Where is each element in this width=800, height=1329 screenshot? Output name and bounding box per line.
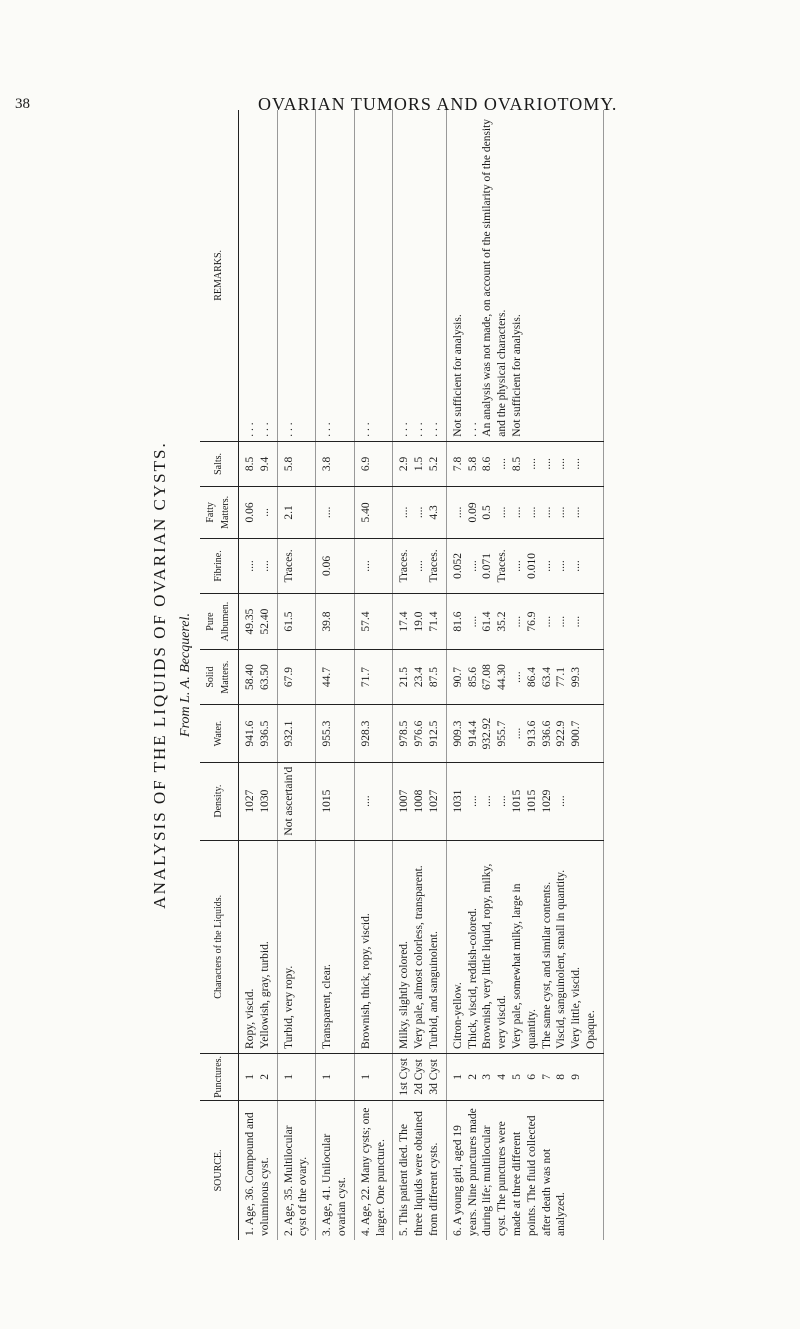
fibrine-cell bbox=[316, 538, 355, 594]
punctures-cell bbox=[354, 1053, 393, 1100]
table-row bbox=[316, 110, 355, 1240]
density-value: .... bbox=[359, 795, 372, 807]
source-text: 4. Age, 22. Many cysts; one larger. One puncture. bbox=[359, 1107, 387, 1236]
characters-value: Thick, viscid, reddish-colored. bbox=[466, 908, 479, 1049]
page-number: 38 bbox=[15, 96, 30, 112]
source-cell bbox=[354, 1100, 393, 1240]
characters-value: Turbid, very ropy. bbox=[282, 965, 295, 1049]
water-value: 932.1 bbox=[282, 720, 295, 747]
fibrine-value: Traces. bbox=[398, 549, 411, 583]
salts-value: 5.8 bbox=[282, 456, 295, 472]
punctures-value: 1 bbox=[244, 1074, 256, 1080]
punctures-cell bbox=[316, 1053, 355, 1100]
header-row bbox=[200, 110, 239, 1240]
salts-cell bbox=[316, 441, 355, 486]
fatty-matters-value: .... bbox=[510, 506, 523, 519]
solid-matters-value: .... bbox=[510, 671, 523, 683]
characters-cell bbox=[393, 840, 446, 1053]
water-value: 909.3 bbox=[451, 720, 464, 747]
albumen-value: 61.4 bbox=[481, 611, 494, 632]
water-value: 914.4 bbox=[466, 720, 479, 747]
water-value: 941.6 bbox=[244, 720, 256, 747]
remarks-value: An analysis was not made, on account of the similarity of the density and the physical characters. bbox=[481, 118, 509, 437]
punctures-value: 7 bbox=[540, 1074, 553, 1080]
remarks-value: . . . bbox=[321, 422, 334, 437]
density-value: 1029 bbox=[540, 789, 553, 813]
characters-value: Viscid, sanguinolent, small in quantity. bbox=[555, 869, 568, 1049]
albumen-value: .... bbox=[510, 615, 523, 628]
albumen-value: 19.0 bbox=[413, 611, 426, 632]
solid-matters-value: 99.3 bbox=[570, 667, 583, 688]
table-row bbox=[277, 110, 316, 1240]
fatty-matters-cell bbox=[354, 487, 393, 539]
salts-value: 1.5 bbox=[413, 456, 426, 472]
fatty-matters-value: .... bbox=[413, 506, 426, 519]
salts-value: 5.2 bbox=[427, 456, 440, 472]
salts-value: 8.5 bbox=[510, 456, 523, 472]
density-value: 1030 bbox=[258, 789, 271, 813]
salts-value: 8.5 bbox=[244, 456, 256, 472]
fibrine-value: 0.010 bbox=[525, 553, 538, 579]
density-value: 1027 bbox=[427, 789, 440, 813]
solid-matters-value: 44.7 bbox=[321, 667, 334, 688]
punctures-value: 3 bbox=[481, 1074, 494, 1080]
salts-cell bbox=[446, 441, 603, 486]
fatty-matters-value: .... bbox=[451, 506, 464, 519]
solid-matters-value: 23.4 bbox=[413, 667, 426, 688]
punctures-value: 3d Cyst bbox=[427, 1059, 440, 1095]
remarks-cell bbox=[316, 110, 355, 441]
water-cell bbox=[316, 705, 355, 762]
characters-value: Very pale, somewhat milky, large in quantity. bbox=[510, 883, 538, 1049]
remarks-value: . . . bbox=[258, 422, 271, 437]
density-cell bbox=[446, 762, 603, 840]
albumen-value: 71.4 bbox=[427, 611, 440, 632]
punctures-cell bbox=[277, 1053, 316, 1100]
rotated-table-region bbox=[142, 110, 752, 1240]
salts-value: .... bbox=[525, 458, 538, 470]
salts-value: 8.6 bbox=[481, 456, 494, 472]
solid-matters-value: 67.9 bbox=[282, 667, 295, 688]
density-value: .... bbox=[466, 795, 479, 807]
running-title: OVARIAN TUMORS AND OVARIOTOMY. bbox=[258, 94, 618, 114]
fibrine-value: .... bbox=[510, 560, 523, 572]
solid-matters-value: 63.4 bbox=[540, 667, 553, 688]
table-title: ANALYSIS OF THE LIQUIDS OF OVARIAN CYSTS. bbox=[150, 441, 169, 909]
characters-value: Milky, slightly colored. bbox=[398, 941, 411, 1049]
salts-value: 7.8 bbox=[451, 456, 464, 472]
albumen-value: 57.4 bbox=[359, 611, 372, 632]
water-value: 978.5 bbox=[398, 720, 411, 747]
solid-matters-value: 63.50 bbox=[258, 664, 271, 691]
water-cell bbox=[239, 705, 278, 762]
source-text: 1. Age, 36. Compound and voluminous cyst. bbox=[244, 1112, 271, 1236]
water-value: 976.6 bbox=[413, 720, 426, 747]
remarks-value: . . . bbox=[427, 422, 440, 437]
characters-value: Ropy, viscid. bbox=[244, 988, 256, 1049]
table-row bbox=[446, 110, 603, 1240]
punctures-value: 8 bbox=[555, 1074, 568, 1080]
punctures-value: 2d Cyst bbox=[413, 1059, 426, 1095]
solid-matters-value: 77.1 bbox=[555, 667, 568, 688]
remarks-value: . . . bbox=[398, 422, 411, 437]
salts-cell bbox=[354, 441, 393, 486]
solid-matters-cell bbox=[446, 649, 603, 704]
albumen-cell bbox=[446, 594, 603, 650]
punctures-value: 2 bbox=[258, 1074, 271, 1080]
solid-matters-value: 86.4 bbox=[525, 667, 538, 688]
punctures-value: 1 bbox=[321, 1074, 334, 1080]
albumen-value: .... bbox=[540, 615, 553, 628]
density-value: 1015 bbox=[525, 789, 538, 813]
water-value: 912.5 bbox=[427, 720, 440, 747]
solid-matters-value: 90.7 bbox=[451, 667, 464, 688]
fatty-matters-value: 4.3 bbox=[427, 505, 440, 520]
table-row bbox=[393, 110, 446, 1240]
solid-matters-value: 71.7 bbox=[359, 667, 372, 688]
solid-matters-cell bbox=[316, 649, 355, 704]
salts-value: 9.4 bbox=[258, 456, 271, 472]
source-text: 6. A young girl, aged 19 years. Nine punctures made during life; multilocular cyst. The punctures were made at three different points. The fluid collected after death was not analyzed. bbox=[451, 1108, 568, 1236]
fibrine-cell bbox=[239, 538, 278, 594]
salts-value: .... bbox=[555, 458, 568, 470]
fatty-matters-cell bbox=[239, 487, 278, 539]
characters-value: Brownish, thick, ropy, viscid. bbox=[359, 913, 372, 1049]
albumen-value: 17.4 bbox=[398, 611, 411, 632]
table-row bbox=[239, 110, 278, 1240]
col-header-salts: Salts. bbox=[200, 441, 239, 486]
density-cell bbox=[239, 762, 278, 840]
source-cell bbox=[393, 1100, 446, 1240]
analysis-table bbox=[200, 110, 604, 1240]
water-cell bbox=[446, 705, 603, 762]
water-value: 900.7 bbox=[570, 720, 583, 747]
fibrine-value: .... bbox=[359, 560, 372, 572]
characters-cell bbox=[239, 840, 278, 1053]
water-value: .... bbox=[510, 727, 523, 740]
solid-matters-cell bbox=[354, 649, 393, 704]
punctures-value: 1 bbox=[451, 1074, 464, 1080]
source-cell bbox=[277, 1100, 316, 1240]
albumen-value: 76.9 bbox=[525, 611, 538, 632]
fibrine-cell bbox=[354, 538, 393, 594]
characters-value: Transparent, clear. bbox=[321, 964, 334, 1049]
water-value: 928.3 bbox=[359, 720, 372, 747]
fibrine-value: 0.052 bbox=[451, 553, 464, 579]
source-cell bbox=[446, 1100, 603, 1240]
characters-cell bbox=[316, 840, 355, 1053]
fibrine-value: .... bbox=[258, 560, 271, 572]
characters-cell bbox=[354, 840, 393, 1053]
salts-value: .... bbox=[540, 458, 553, 470]
characters-value: Turbid, and sanguinolent. bbox=[427, 931, 440, 1049]
characters-value: Very pale, almost colorless, transparent. bbox=[413, 865, 426, 1049]
punctures-value: 5 bbox=[510, 1074, 523, 1080]
punctures-value: 6 bbox=[525, 1074, 538, 1080]
salts-cell bbox=[277, 441, 316, 486]
density-value: 1031 bbox=[451, 789, 464, 813]
albumen-value: 35.2 bbox=[496, 611, 509, 632]
density-cell bbox=[393, 762, 446, 840]
albumen-value: 49.35 bbox=[244, 608, 256, 635]
salts-value: 3.8 bbox=[321, 456, 334, 472]
salts-value: 2.9 bbox=[398, 456, 411, 472]
density-value: 1027 bbox=[244, 789, 256, 813]
solid-matters-cell bbox=[239, 649, 278, 704]
characters-value: Brownish, very little liquid, ropy, milky, very viscid. bbox=[481, 863, 509, 1049]
albumen-value: 61.5 bbox=[282, 611, 295, 632]
col-header-characters: Characters of the Liquids. bbox=[200, 840, 239, 1053]
solid-matters-value: 87.5 bbox=[427, 667, 440, 688]
fatty-matters-value: .... bbox=[525, 506, 538, 519]
water-value: 936.6 bbox=[540, 720, 553, 747]
fibrine-value: .... bbox=[570, 560, 583, 572]
albumen-value: .... bbox=[555, 615, 568, 628]
fatty-matters-value: 0.5 bbox=[481, 505, 494, 520]
punctures-cell bbox=[446, 1053, 603, 1100]
fatty-matters-value: .... bbox=[540, 506, 553, 519]
water-value: 922.9 bbox=[555, 720, 568, 747]
solid-matters-value: 21.5 bbox=[398, 667, 411, 688]
remarks-value: . . . bbox=[244, 422, 256, 437]
col-header-fibrine: Fibrine. bbox=[200, 538, 239, 594]
water-value: 955.3 bbox=[321, 720, 334, 747]
remarks-value: Not sufficient for analysis. bbox=[510, 314, 523, 437]
albumen-value: .... bbox=[466, 615, 479, 628]
fatty-matters-value: 0.06 bbox=[244, 502, 256, 523]
characters-cell bbox=[446, 840, 603, 1053]
fibrine-value: Traces. bbox=[496, 549, 509, 583]
fibrine-value: .... bbox=[555, 560, 568, 572]
density-value: Not ascertain'd bbox=[282, 766, 295, 836]
fibrine-value: 0.071 bbox=[481, 553, 494, 579]
solid-matters-value: 67.08 bbox=[481, 664, 494, 691]
albumen-value: 39.8 bbox=[321, 611, 334, 632]
water-value: 936.5 bbox=[258, 720, 271, 747]
salts-value: 5.8 bbox=[466, 456, 479, 472]
water-value: 932.92 bbox=[481, 717, 494, 750]
solid-matters-cell bbox=[393, 649, 446, 704]
salts-value: .... bbox=[570, 458, 583, 470]
characters-value: Very little, viscid. bbox=[570, 967, 583, 1049]
fibrine-cell bbox=[393, 538, 446, 594]
albumen-value: .... bbox=[570, 615, 583, 628]
fibrine-value: .... bbox=[413, 560, 426, 572]
fatty-matters-value: .... bbox=[398, 506, 411, 519]
source-cell bbox=[316, 1100, 355, 1240]
fatty-matters-cell bbox=[446, 487, 603, 539]
col-header-source: SOURCE. bbox=[200, 1100, 239, 1240]
remarks-value: . . . bbox=[413, 422, 426, 437]
remarks-cell bbox=[446, 110, 603, 441]
albumen-cell bbox=[316, 594, 355, 650]
fatty-matters-value: .... bbox=[555, 506, 568, 519]
punctures-value: 4 bbox=[496, 1074, 509, 1080]
fatty-matters-value: 5.40 bbox=[359, 502, 372, 523]
characters-value: Yellowish, gray, turbid. bbox=[258, 941, 271, 1049]
density-cell bbox=[316, 762, 355, 840]
density-cell bbox=[354, 762, 393, 840]
source-text: 3. Age, 41. Unilocular ovarian cyst. bbox=[321, 1133, 348, 1236]
fatty-matters-value: ... bbox=[258, 508, 271, 517]
salts-value: .... bbox=[496, 458, 509, 470]
density-value: 1015 bbox=[321, 789, 334, 813]
albumen-cell bbox=[354, 594, 393, 650]
punctures-value: 9 bbox=[570, 1074, 583, 1080]
col-header-fatty-matters: Fatty Matters. bbox=[200, 487, 239, 539]
fibrine-cell bbox=[446, 538, 603, 594]
albumen-cell bbox=[239, 594, 278, 650]
punctures-cell bbox=[393, 1053, 446, 1100]
source-text: 5. This patient died. The three liquids were obtained from different cysts. bbox=[398, 1111, 440, 1236]
characters-value: Opaque. bbox=[584, 1010, 597, 1049]
punctures-value: 2 bbox=[466, 1074, 479, 1080]
water-cell bbox=[277, 705, 316, 762]
remarks-value: . . . bbox=[282, 422, 295, 437]
density-value: 1007 bbox=[398, 789, 411, 813]
col-header-solid-matters: Solid Matters. bbox=[200, 649, 239, 704]
table-attribution: From L. A. Becquerel. bbox=[178, 613, 193, 737]
remarks-cell bbox=[354, 110, 393, 441]
characters-value: Citron-yellow. bbox=[451, 982, 464, 1049]
salts-cell bbox=[393, 441, 446, 486]
fibrine-value: .... bbox=[244, 560, 256, 572]
salts-value: 6.9 bbox=[359, 456, 372, 472]
water-value: 913.6 bbox=[525, 720, 538, 747]
col-header-density: Density. bbox=[200, 762, 239, 840]
density-value: .... bbox=[481, 795, 494, 807]
characters-cell bbox=[277, 840, 316, 1053]
density-value: 1008 bbox=[413, 789, 426, 813]
fatty-matters-value: .... bbox=[321, 506, 334, 519]
solid-matters-value: 85.6 bbox=[466, 667, 479, 688]
punctures-cell bbox=[239, 1053, 278, 1100]
albumen-value: 52.40 bbox=[258, 608, 271, 635]
remarks-value: . . . bbox=[359, 422, 372, 437]
remarks-cell bbox=[239, 110, 278, 441]
solid-matters-value: 58.40 bbox=[244, 664, 256, 691]
fibrine-value: .... bbox=[540, 560, 553, 572]
solid-matters-value: 44.30 bbox=[496, 664, 509, 691]
characters-value: The same cyst, and similar contents. bbox=[540, 881, 553, 1049]
source-text: 2. Age, 35. Multilocular cyst of the ovary. bbox=[282, 1125, 310, 1236]
albumen-cell bbox=[393, 594, 446, 650]
remarks-cell bbox=[393, 110, 446, 441]
salts-cell bbox=[239, 441, 278, 486]
fatty-matters-cell bbox=[316, 487, 355, 539]
col-header-water: Water. bbox=[200, 705, 239, 762]
fibrine-value: 0.06 bbox=[321, 555, 334, 577]
fibrine-value: .... bbox=[466, 560, 479, 572]
col-header-pure-albumen: Pure Albumen. bbox=[200, 594, 239, 650]
remarks-value: . . . bbox=[466, 422, 479, 437]
fatty-matters-cell bbox=[277, 487, 316, 539]
fatty-matters-cell bbox=[393, 487, 446, 539]
fatty-matters-value: 2.1 bbox=[282, 505, 295, 520]
fatty-matters-value: .... bbox=[496, 506, 509, 519]
water-value: 955.7 bbox=[496, 720, 509, 747]
albumen-value: 81.6 bbox=[451, 611, 464, 632]
water-cell bbox=[354, 705, 393, 762]
fibrine-value: Traces. bbox=[282, 549, 295, 583]
solid-matters-cell bbox=[277, 649, 316, 704]
fatty-matters-value: 0.09 bbox=[466, 502, 479, 523]
punctures-value: 1 bbox=[359, 1074, 372, 1080]
density-value: .... bbox=[496, 795, 509, 807]
density-cell bbox=[277, 762, 316, 840]
fatty-matters-value: .... bbox=[570, 506, 583, 519]
albumen-cell bbox=[277, 594, 316, 650]
density-value: 1015 bbox=[510, 789, 523, 813]
fibrine-value: Traces. bbox=[427, 549, 440, 583]
density-value: .... bbox=[555, 795, 568, 807]
col-header-remarks: REMARKS. bbox=[200, 110, 239, 441]
remarks-value: Not sufficient for analysis. bbox=[451, 314, 464, 437]
table-row bbox=[354, 110, 393, 1240]
col-header-punctures: Punctures. bbox=[200, 1053, 239, 1100]
punctures-value: 1st Cyst bbox=[398, 1058, 411, 1096]
fibrine-cell bbox=[277, 538, 316, 594]
remarks-cell bbox=[277, 110, 316, 441]
punctures-value: 1 bbox=[282, 1074, 295, 1080]
source-cell bbox=[239, 1100, 278, 1240]
water-cell bbox=[393, 705, 446, 762]
